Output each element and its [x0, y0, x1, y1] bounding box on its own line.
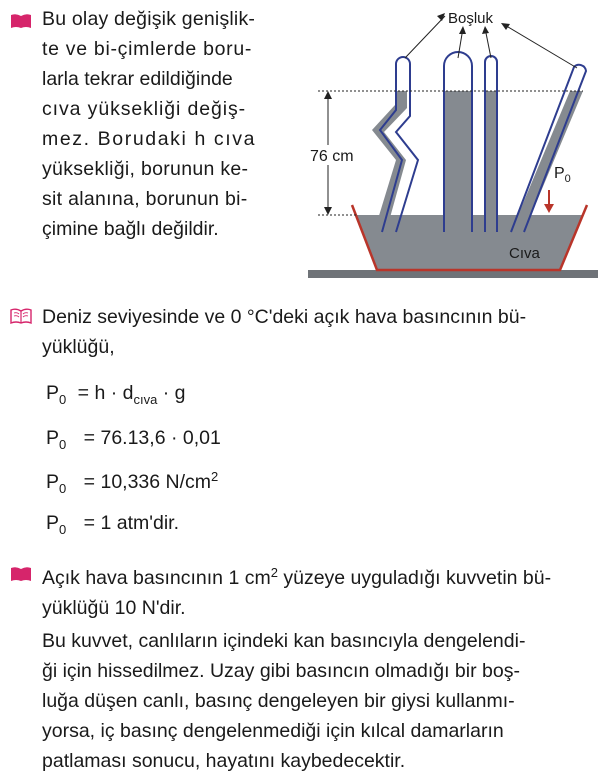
equation-1: $P_0 = h \cdot d_{cıva} \cdot g$ — [46, 382, 186, 407]
section3-para-line: ği için hissedilmez. Uzay gibi basıncın olmadığı bir boş- — [42, 660, 520, 682]
section1-line: larla tekrar edildiğinde — [42, 68, 233, 90]
section3-text — [42, 558, 592, 623]
vacuum-arrow-1 — [405, 16, 445, 58]
vacuum-arrowhead-3-icon — [482, 26, 489, 34]
narrow-tube-mercury — [485, 91, 497, 232]
section1-line: mez. Borudaki h cıva — [42, 128, 257, 150]
mercury-barometer-diagram — [300, 0, 600, 290]
section1-text — [42, 4, 287, 244]
equation-3: $P_0 = 10,336$ $N/cm^2$ — [46, 469, 219, 496]
section1-line: cıva yüksekliği değiş- — [42, 98, 247, 120]
vacuum-label: Boşluk — [448, 10, 494, 27]
section3-para-line: yorsa, iç basınç dengelenmediği için kılcal damarların — [42, 720, 504, 742]
vacuum-arrowhead-4-icon — [501, 23, 510, 30]
book-bullet-icon — [10, 13, 32, 29]
wide-tube-mercury — [444, 91, 472, 232]
pressure-arrowhead-icon — [544, 204, 554, 213]
height-label: 76 cm — [310, 148, 354, 165]
section3-line: yüklüğü 10 N'dir. — [42, 597, 186, 619]
section3-para-line: Bu kuvvet, canlıların içindeki kan basıncıyla dengelendi- — [42, 630, 526, 652]
height-arrow-up-icon — [324, 91, 332, 99]
equation-2: $P_0 = 76.13,6 \cdot 0,01$ — [46, 427, 221, 452]
section3-para-line: luğa düşen canlı, basınç dengeleyen bir giysi kullanmı- — [42, 690, 515, 712]
vacuum-arrow-4 — [503, 24, 577, 68]
vacuum-arrowhead-2-icon — [459, 26, 466, 34]
section2-line: Deniz seviyesinde ve 0 °C'deki açık hava basıncının bü- — [42, 306, 527, 328]
section1-line: yüksekliği, borunun ke- — [42, 158, 249, 180]
section1-line: çimine bağlı değildir. — [42, 218, 219, 240]
section1-line: te ve bi-çimlerde boru- — [42, 38, 253, 60]
section3-para-line: patlaması sonucu, hayatını kaybedecektir. — [42, 750, 406, 772]
pressure-label: $P_0$ — [554, 165, 571, 185]
height-arrow-down-icon — [324, 207, 332, 215]
book-bullet-icon — [10, 566, 32, 582]
section3-paragraph — [42, 626, 592, 776]
open-book-icon — [10, 308, 32, 324]
section3-line: Açık hava basıncının 1 $cm^2$ yüzeye uyguladığı kuvvetin bü- — [42, 565, 552, 589]
mercury-label: Cıva — [509, 245, 540, 262]
slanted-tube-mercury — [511, 91, 583, 232]
section2-line: yüklüğü, — [42, 336, 115, 358]
section1-line: Bu olay değişik genişlik- — [42, 8, 256, 30]
section2-text — [42, 302, 592, 362]
section1-line: sit alanına, borunun bi- — [42, 188, 248, 210]
equation-4: $P_0 = 1$ atm'dir. — [46, 512, 179, 537]
